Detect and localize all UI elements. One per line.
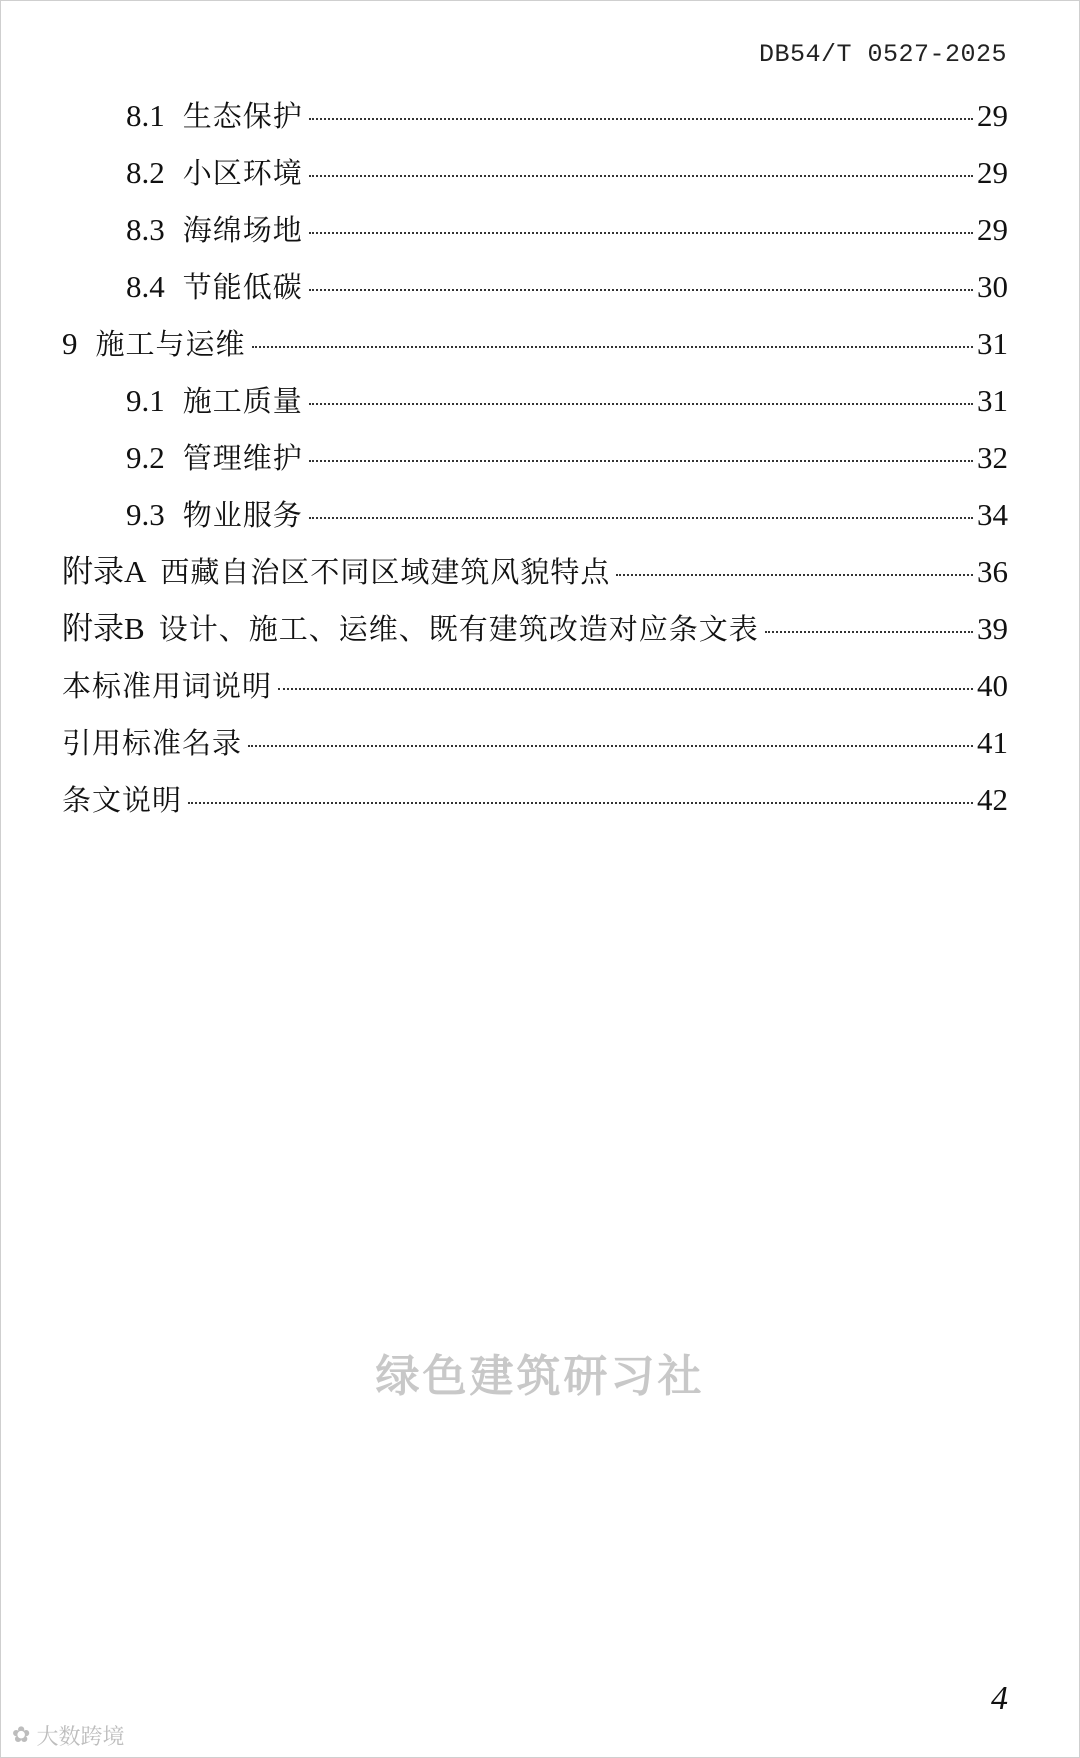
toc-entry-leader [188,801,973,804]
toc-entry-title: 西藏自治区不同区域建筑风貌特点 [160,555,611,589]
toc-entry[interactable] [62,605,1008,653]
toc-entry-title: 引用标准名录 [62,726,243,760]
toc-entry-page: 40 [977,668,1008,703]
toc-entry-page: 32 [977,440,1008,475]
toc-entry-title: 小区环境 [182,156,303,190]
toc-entry-leader [252,345,973,348]
toc-entry-title: 设计、施工、运维、既有建筑改造对应条文表 [158,612,759,646]
toc-entry[interactable] [126,149,1008,197]
toc-entry-page: 39 [977,611,1008,646]
toc-entry[interactable] [62,776,1008,824]
corner-watermark-text: 大数跨境 [36,1725,125,1750]
toc-entry-leader [616,573,973,576]
toc-entry[interactable] [126,434,1008,482]
toc-entry-title: 节能低碳 [182,270,303,304]
toc-entry[interactable] [126,491,1008,539]
toc-entry-leader [309,459,973,462]
toc-entry-leader [309,402,973,405]
toc-entry-title: 条文说明 [62,783,183,817]
toc-entry[interactable] [62,320,1008,368]
toc-entry[interactable] [62,719,1008,767]
toc-entry[interactable] [126,92,1008,140]
toc-entry-title: 施工与运维 [95,327,246,361]
toc-entry-number: 9.2 [126,440,165,475]
logo-icon: ✿ [12,1723,31,1748]
toc-entry-title: 物业服务 [182,498,303,532]
toc-entry-title: 海绵场地 [182,213,303,247]
toc-entry-number: 8.2 [126,155,165,190]
toc-entry[interactable] [126,206,1008,254]
toc-entry-number: 9.1 [126,383,165,418]
toc-entry-number: 9 [62,326,78,361]
toc-entry-page: 41 [977,725,1008,760]
toc-entry-number: 8.1 [126,98,165,133]
toc-entry-number: 附录B [62,611,145,646]
toc-entry-leader [309,288,973,291]
toc-entry-leader [309,174,973,177]
toc-entry-page: 34 [977,497,1008,532]
toc-entry-page: 29 [977,98,1008,133]
toc-entry-page: 31 [977,383,1008,418]
toc-entry-page: 42 [977,782,1008,817]
toc-entry-page: 29 [977,155,1008,190]
page-number: 4 [991,1680,1008,1717]
toc-entry-number: 8.3 [126,212,165,247]
toc-entry-title: 生态保护 [182,99,303,133]
toc-entry-number: 附录A [62,554,147,589]
watermark: 绿色建筑研习社 [375,1351,705,1402]
toc-entry-page: 31 [977,326,1008,361]
toc-entry[interactable] [126,377,1008,425]
document-code: DB54/T 0527-2025 [758,40,1007,69]
toc-entry-leader [309,231,973,234]
toc-entry-leader [309,117,973,120]
toc-entry-leader [278,687,973,690]
toc-entry-leader [765,630,973,633]
toc-entry-number: 9.3 [126,497,165,532]
toc-entry-title: 管理维护 [182,441,303,475]
toc-entry-title: 本标准用词说明 [62,669,273,703]
toc-entry-page: 29 [977,212,1008,247]
toc-entry[interactable] [62,662,1008,710]
toc-entry[interactable] [62,548,1008,596]
toc-entry-page: 36 [977,554,1008,589]
toc-entry[interactable] [126,263,1008,311]
toc-entry-title: 施工质量 [182,384,303,418]
toc-entry-leader [309,516,973,519]
toc-entry-number: 8.4 [126,269,165,304]
corner-watermark [12,1720,124,1751]
toc-entry-page: 30 [977,269,1008,304]
toc-entry-leader [248,744,973,747]
